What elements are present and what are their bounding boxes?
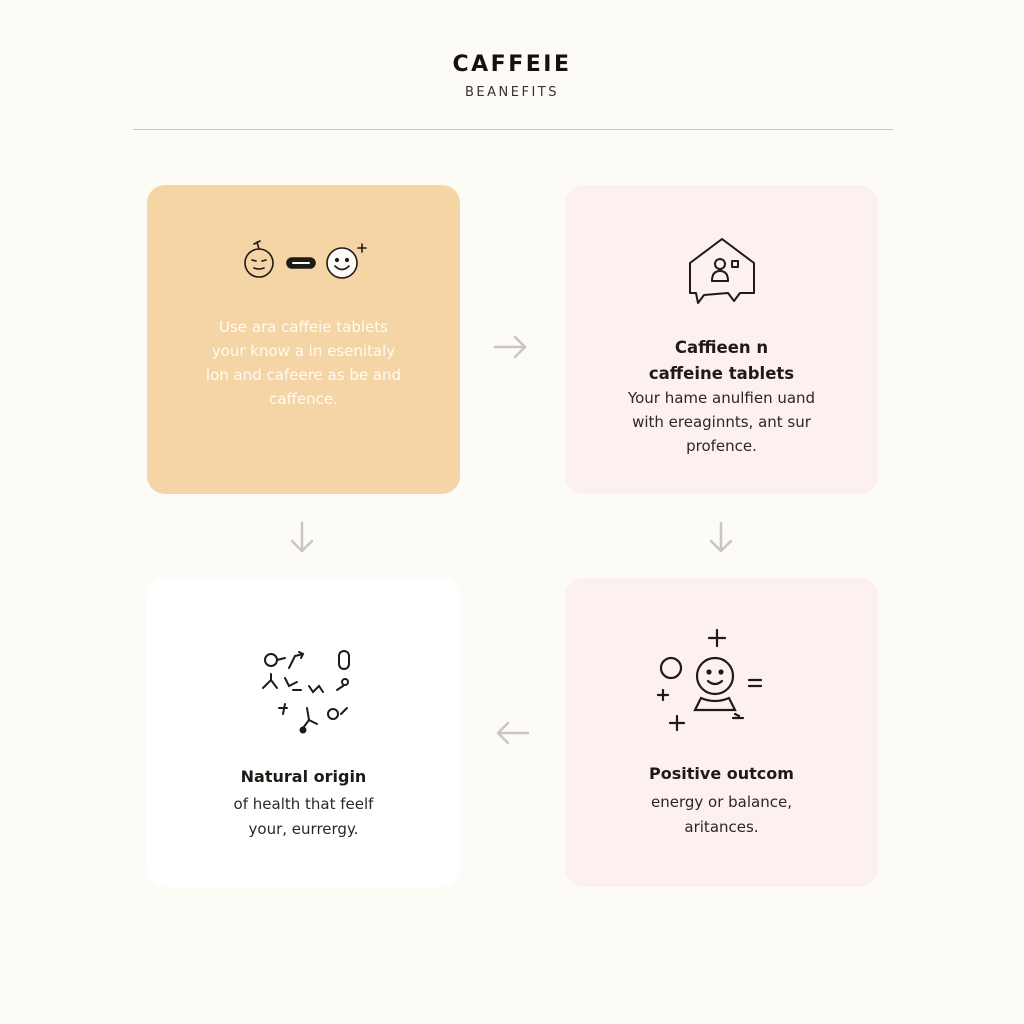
arrow-down-icon [707, 521, 735, 555]
card-body: Use ara caffeie tablets your know a in esenitaly lon and cafeere as be and caffence. [205, 318, 402, 408]
step-card-3 [147, 578, 460, 887]
house-person-icon [565, 231, 878, 311]
arrow-down-icon [288, 521, 316, 555]
step-card-1 [147, 185, 460, 494]
card-heading: Caffieen n caffeine tablets [648, 338, 795, 383]
card-heading: Natural origin [240, 767, 367, 786]
card-body: of health that feelf your, eurrergy. [233, 795, 374, 838]
page-title: CAFFEIE [452, 52, 572, 77]
molecule-icon [147, 646, 460, 742]
mood-transition-icon [147, 237, 460, 281]
arrow-left-icon [494, 718, 530, 748]
card-heading: Positive outcom [649, 764, 794, 783]
step-card-2 [565, 185, 878, 494]
step-card-4 [565, 578, 878, 887]
card-body: Your hame anulfien uand with ereaginnts, ant sur profence. [627, 389, 816, 455]
happy-person-icon [565, 624, 878, 734]
header [0, 52, 1024, 100]
header-divider [133, 129, 893, 130]
page-subtitle: BEANEFITS [465, 85, 559, 100]
arrow-right-icon [493, 332, 529, 362]
card-body: energy or balance, aritances. [651, 793, 792, 836]
